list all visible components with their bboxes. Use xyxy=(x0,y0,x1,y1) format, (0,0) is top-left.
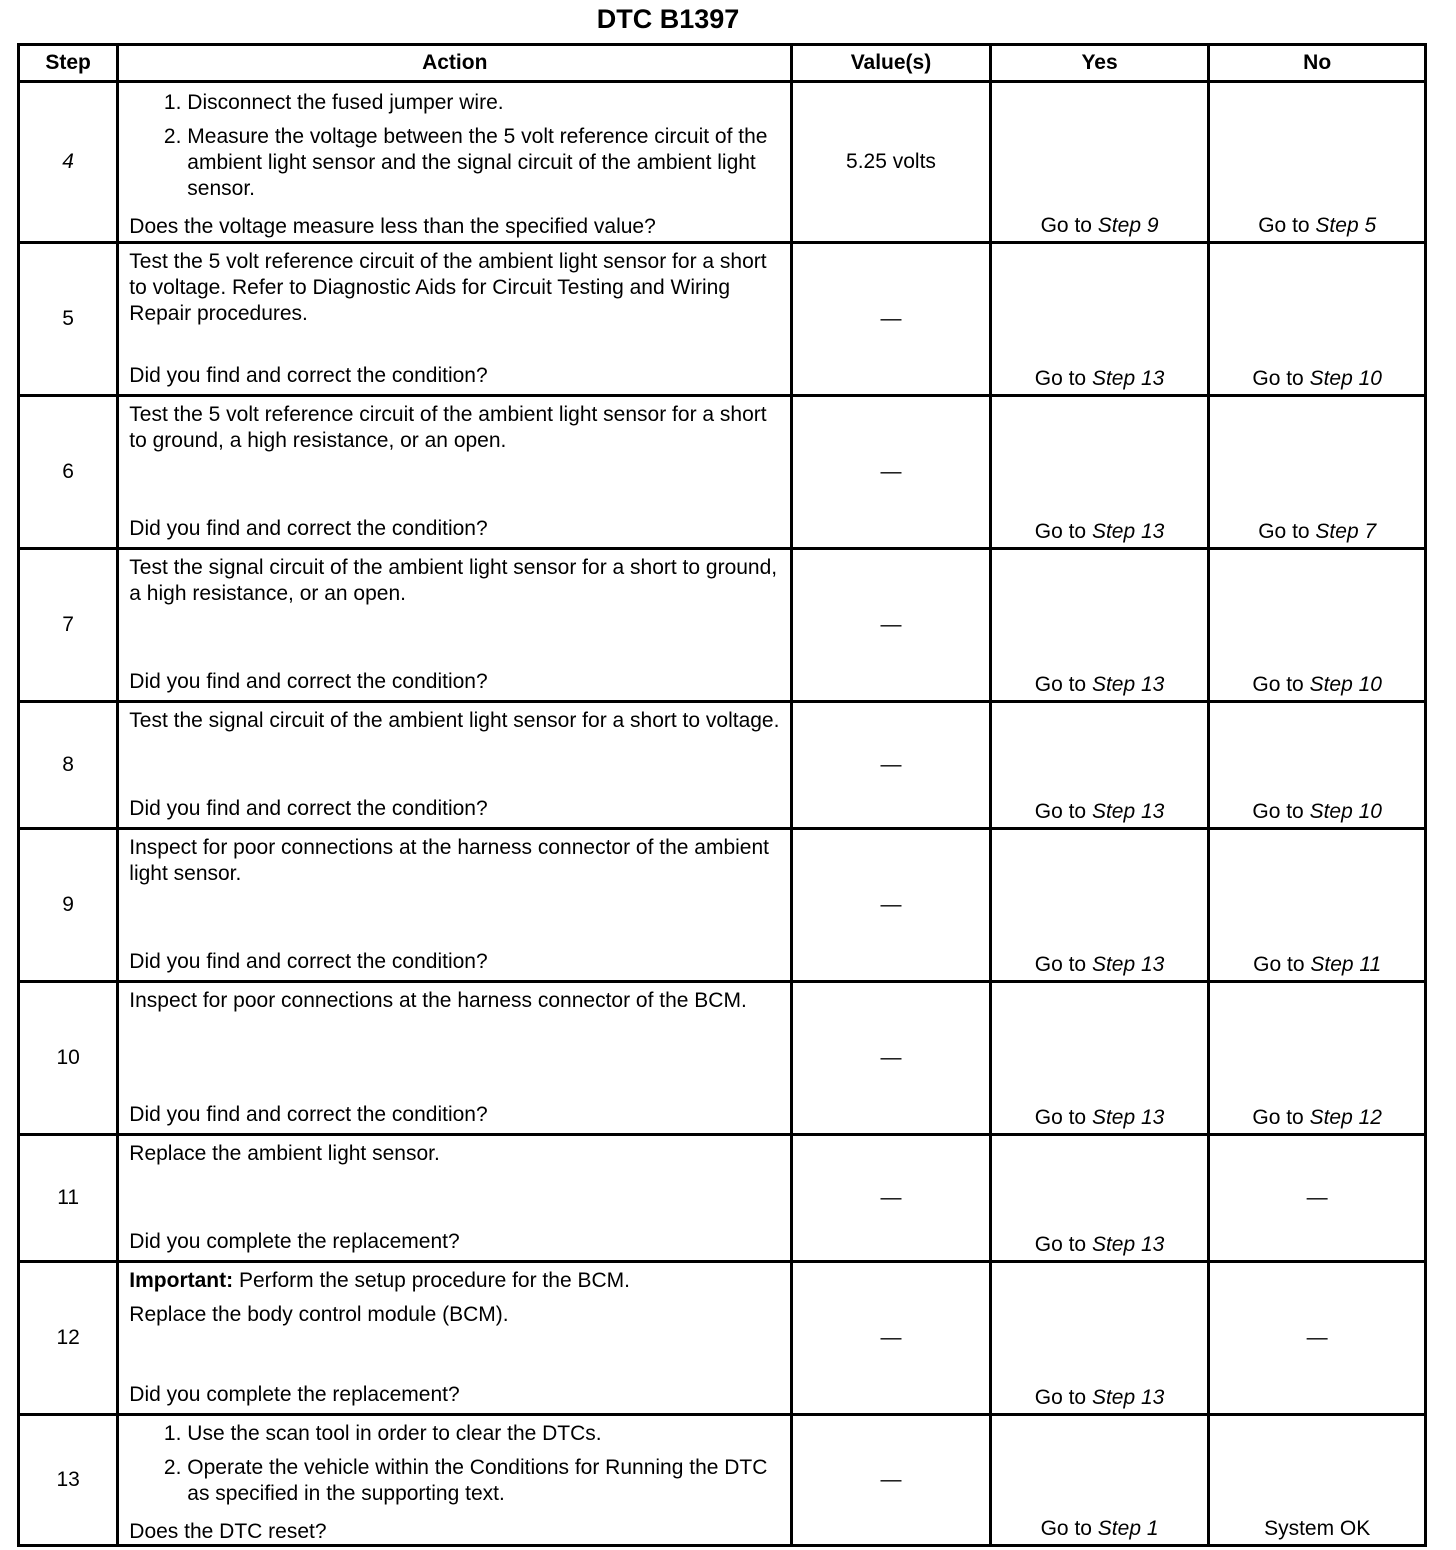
table-row xyxy=(19,549,1426,702)
action-cell xyxy=(118,243,792,396)
step-number: 6 xyxy=(19,396,118,549)
important-note xyxy=(129,1268,780,1294)
header-values: Value(s) xyxy=(792,45,991,82)
yes-cell xyxy=(990,702,1209,829)
no-prefix: Go to xyxy=(1252,800,1310,823)
no-cell: System OK xyxy=(1209,1415,1426,1546)
action-question: Did you find and correct the condition? xyxy=(129,517,488,540)
yes-cell xyxy=(990,1262,1209,1415)
value-cell: — xyxy=(792,396,991,549)
action-question: Did you complete the replacement? xyxy=(129,1230,460,1253)
action-list xyxy=(129,90,780,208)
header-yes: Yes xyxy=(990,45,1209,82)
no-step-link[interactable]: Step 7 xyxy=(1315,520,1377,543)
action-cell xyxy=(118,829,792,982)
action-question: Does the DTC reset? xyxy=(129,1520,327,1543)
no-cell: — xyxy=(1209,1135,1426,1262)
table-row xyxy=(19,829,1426,982)
important-label: Important: xyxy=(129,1269,234,1292)
no-cell xyxy=(1209,702,1426,829)
step-number: 7 xyxy=(19,549,118,702)
action-cell xyxy=(118,982,792,1135)
action-question: Did you find and correct the condition? xyxy=(129,670,488,693)
action-cell xyxy=(118,1135,792,1262)
action-question: Did you complete the replacement? xyxy=(129,1383,460,1406)
no-step-link[interactable]: Step 10 xyxy=(1309,673,1382,696)
yes-prefix: Go to xyxy=(1034,800,1092,823)
value-cell: 5.25 volts xyxy=(792,82,991,243)
no-step-link[interactable]: Step 5 xyxy=(1315,214,1377,237)
yes-prefix: Go to xyxy=(1034,1233,1092,1256)
table-row xyxy=(19,1415,1426,1546)
yes-step-link[interactable]: Step 1 xyxy=(1097,1517,1159,1540)
table-row xyxy=(19,396,1426,549)
yes-step-link[interactable]: Step 13 xyxy=(1091,520,1165,543)
table-row xyxy=(19,82,1426,243)
yes-prefix: Go to xyxy=(1034,367,1092,390)
no-step-link[interactable]: Step 10 xyxy=(1309,800,1382,823)
table-row xyxy=(19,243,1426,396)
no-step-link[interactable]: Step 10 xyxy=(1309,367,1382,390)
yes-step-link[interactable]: Step 13 xyxy=(1091,1386,1165,1409)
yes-prefix: Go to xyxy=(1034,1386,1092,1409)
no-prefix: Go to xyxy=(1252,673,1310,696)
header-action: Action xyxy=(118,45,792,82)
action-question: Did you find and correct the condition? xyxy=(129,364,488,387)
action-cell xyxy=(118,549,792,702)
action-question: Did you find and correct the condition? xyxy=(129,1103,488,1126)
action-cell xyxy=(118,82,792,243)
yes-prefix: Go to xyxy=(1034,673,1092,696)
no-prefix: Go to xyxy=(1253,953,1311,976)
action-question: Does the voltage measure less than the specified value? xyxy=(129,215,656,238)
action-text: Inspect for poor connections at the harness connector of the ambient light sensor. xyxy=(129,836,770,885)
yes-step-link[interactable]: Step 13 xyxy=(1091,1106,1165,1129)
step-number: 4 xyxy=(19,82,118,243)
yes-step-link[interactable]: Step 13 xyxy=(1091,1233,1165,1256)
yes-step-link[interactable]: Step 13 xyxy=(1091,800,1165,823)
yes-prefix: Go to xyxy=(1040,1517,1098,1540)
yes-cell xyxy=(990,982,1209,1135)
table-header-row xyxy=(19,45,1426,82)
yes-cell xyxy=(990,829,1209,982)
yes-prefix: Go to xyxy=(1040,214,1098,237)
value-cell: — xyxy=(792,1415,991,1546)
no-cell xyxy=(1209,829,1426,982)
step-number: 10 xyxy=(19,982,118,1135)
no-cell xyxy=(1209,982,1426,1135)
yes-prefix: Go to xyxy=(1034,953,1092,976)
action-cell xyxy=(118,702,792,829)
step-number: 13 xyxy=(19,1415,118,1546)
list-item: 1. Use the scan tool in order to clear the DTCs. xyxy=(187,1421,780,1447)
no-prefix: Go to xyxy=(1252,1106,1310,1129)
action-cell xyxy=(118,1262,792,1415)
yes-prefix: Go to xyxy=(1034,520,1092,543)
value-cell: — xyxy=(792,829,991,982)
step-number: 8 xyxy=(19,702,118,829)
table-row xyxy=(19,982,1426,1135)
yes-step-link[interactable]: Step 9 xyxy=(1097,214,1159,237)
value-cell: — xyxy=(792,702,991,829)
yes-step-link[interactable]: Step 13 xyxy=(1091,673,1165,696)
action-text: Test the 5 volt reference circuit of the ambient light sensor for a short to ground, a high resistance, or an open. xyxy=(129,403,767,452)
step-number: 5 xyxy=(19,243,118,396)
value-cell: — xyxy=(792,982,991,1135)
action-text: Test the signal circuit of the ambient light sensor for a short to voltage. xyxy=(129,709,780,732)
diagnostic-table xyxy=(17,43,1427,1547)
action-text: Replace the ambient light sensor. xyxy=(129,1142,440,1165)
yes-cell xyxy=(990,549,1209,702)
yes-cell xyxy=(990,1415,1209,1546)
step-number: 11 xyxy=(19,1135,118,1262)
value-cell: — xyxy=(792,1262,991,1415)
no-cell: — xyxy=(1209,1262,1426,1415)
table-row xyxy=(19,1135,1426,1262)
no-step-link[interactable]: Step 12 xyxy=(1309,1106,1382,1129)
value-cell: — xyxy=(792,549,991,702)
table-row xyxy=(19,1262,1426,1415)
no-prefix: Go to xyxy=(1252,367,1310,390)
list-item: 1. Disconnect the fused jumper wire. xyxy=(187,90,780,116)
yes-prefix: Go to xyxy=(1034,1106,1092,1129)
action-question: Did you find and correct the condition? xyxy=(129,797,488,820)
action-text: Inspect for poor connections at the harness connector of the BCM. xyxy=(129,989,747,1012)
action-list xyxy=(129,1421,780,1513)
action-text: Test the signal circuit of the ambient light sensor for a short to ground, a high resistance, or an open. xyxy=(129,556,778,605)
header-no: No xyxy=(1209,45,1426,82)
yes-cell xyxy=(990,396,1209,549)
yes-step-link[interactable]: Step 13 xyxy=(1091,367,1165,390)
action-text: Test the 5 volt reference circuit of the ambient light sensor for a short to voltage. Refer to Diagnostic Aids for Circuit Testing and Wiring Repair procedures. xyxy=(129,250,767,325)
no-cell xyxy=(1209,549,1426,702)
no-prefix: Go to xyxy=(1258,520,1316,543)
page-title: DTC B1397 xyxy=(596,4,740,34)
yes-cell xyxy=(990,243,1209,396)
no-cell xyxy=(1209,243,1426,396)
no-cell xyxy=(1209,396,1426,549)
step-number: 12 xyxy=(19,1262,118,1415)
no-cell xyxy=(1209,82,1426,243)
step-number: 9 xyxy=(19,829,118,982)
yes-cell xyxy=(990,1135,1209,1262)
action-question: Did you find and correct the condition? xyxy=(129,950,488,973)
list-item: 2. Operate the vehicle within the Conditions for Running the DTC as specified in the supporting text. xyxy=(187,1455,780,1507)
value-cell: — xyxy=(792,1135,991,1262)
table-row xyxy=(19,702,1426,829)
no-step-link[interactable]: Step 11 xyxy=(1310,953,1382,976)
list-item: 2. Measure the voltage between the 5 volt reference circuit of the ambient light sensor and the signal circuit of the ambient light sensor. xyxy=(187,124,780,202)
action-text: Replace the body control module (BCM). xyxy=(129,1303,509,1326)
action-cell xyxy=(118,1415,792,1546)
yes-step-link[interactable]: Step 13 xyxy=(1091,953,1165,976)
value-cell: — xyxy=(792,243,991,396)
no-prefix: Go to xyxy=(1258,214,1316,237)
yes-cell xyxy=(990,82,1209,243)
important-text: Perform the setup procedure for the BCM. xyxy=(233,1269,630,1292)
action-cell xyxy=(118,396,792,549)
header-step: Step xyxy=(19,45,118,82)
